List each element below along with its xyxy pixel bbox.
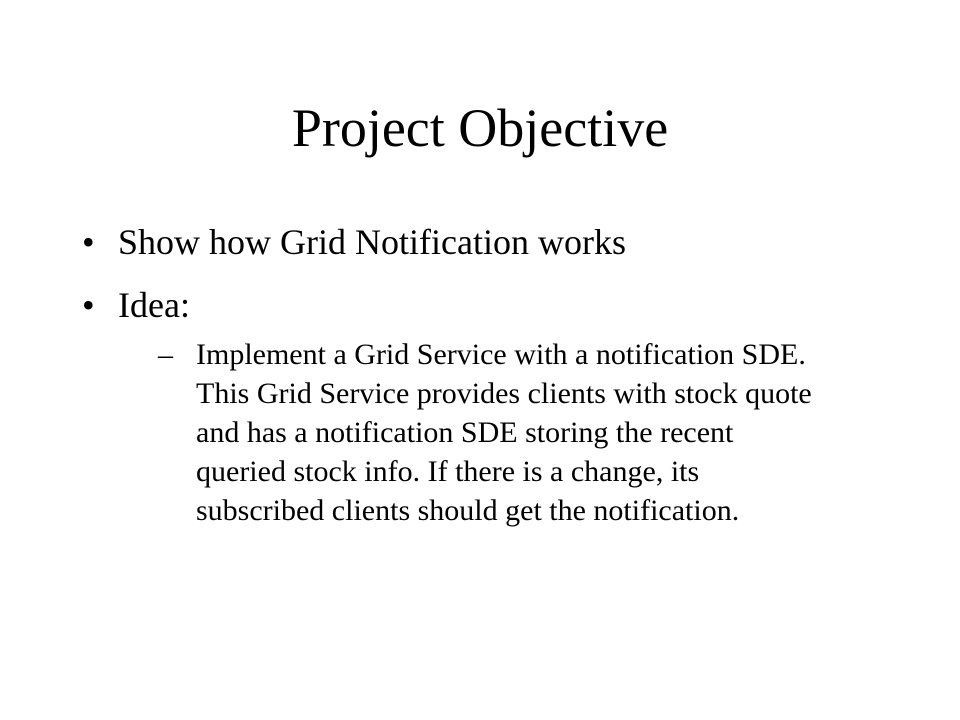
sub-bullet-item-implement: [158, 335, 816, 530]
bullet-marker: •: [82, 222, 95, 262]
dash-marker: –: [158, 338, 173, 371]
bullet-text: Show how Grid Notification works: [118, 222, 626, 262]
sub-bullet-text: Implement a Grid Service with a notification SDE. This Grid Service provides clients with stock quote and has a notification SDE storing the recent queried stock info. If there is a change, its subscribed clients should get the notification.: [196, 338, 812, 527]
sub-bullet-list: [118, 335, 882, 530]
bullet-item-idea: [82, 279, 882, 530]
bullet-item-show-how: [82, 216, 882, 268]
bullet-list: [82, 216, 882, 541]
bullet-marker: •: [82, 285, 95, 325]
bullet-text: Idea:: [118, 285, 190, 325]
slide-title: Project Objective: [291, 98, 669, 158]
